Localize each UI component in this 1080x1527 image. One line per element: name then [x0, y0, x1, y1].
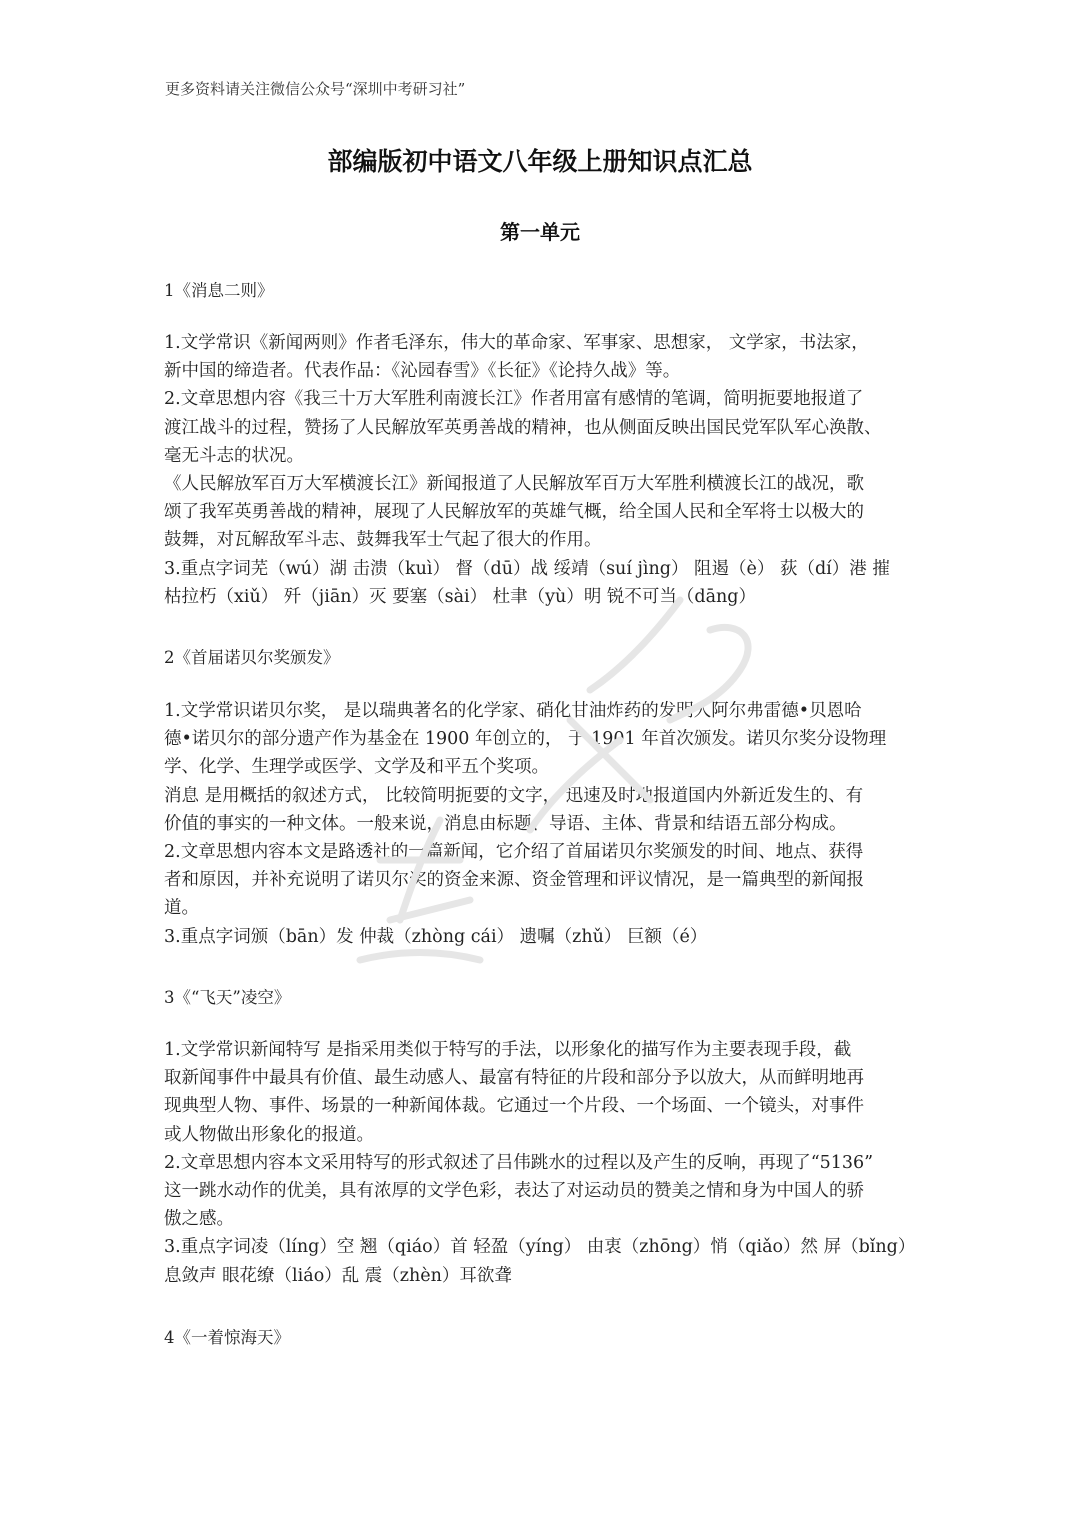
text-line: 学、化学、生理学或医学、文学及和平五个奖项。	[164, 757, 549, 778]
page-title: 部编版初中语文八年级上册知识点汇总	[327, 147, 753, 176]
text-line: 1.文学常识诺贝尔奖， 是以瑞典著名的化学家、硝化甘油炸药的发明人阿尔弗雷德•贝恩哈	[164, 701, 862, 721]
text-line: 2.文章思想内容本文采用特写的形式叙述了吕伟跳水的过程以及产生的反响，再现了“5136”	[164, 1152, 874, 1173]
text-line: 息敛声 眼花缭（liáo）乱 震（zhèn）耳欲聋	[164, 1265, 512, 1286]
text-line: 颂了我军英勇善战的精神，展现了人民解放军的英雄气概，给全国人民和全军将士以极大的	[164, 502, 864, 523]
text-line: 1.文学常识《新闻两则》作者毛泽东，伟大的革命家、军事家、思想家， 文学家，书法家，	[164, 333, 869, 353]
text-line: 毫无斗志的状况。	[164, 445, 304, 466]
text-line: 傲之感。	[164, 1209, 234, 1230]
text-line: 渡江战斗的过程，赞扬了人民解放军英勇善战的精神，也从侧面反映出国民党军队军心涣散、	[164, 417, 882, 438]
text-line: 者和原因，并补充说明了诺贝尔奖的资金来源、资金管理和评议情况，是一篇典型的新闻报	[164, 870, 864, 891]
text-line: 3.重点字词颁（bān）发 仲裁（zhòng cái） 遗嘱（zhǔ） 巨额（é）	[164, 926, 708, 947]
text-line: 鼓舞，对瓦解敌军斗志、鼓舞我军士气起了很大的作用。	[164, 530, 602, 551]
header-note: 更多资料请关注微信公众号“深圳中考研习社”	[165, 80, 466, 98]
text-line: 这一跳水动作的优美，具有浓厚的文学色彩，表达了对运动员的赞美之情和身为中国人的骄	[164, 1181, 864, 1202]
lesson-heading-3: 3《“飞天”凌空》	[164, 988, 291, 1007]
lesson-heading-4: 4《一着惊海天》	[164, 1328, 290, 1347]
text-line: 3.重点字词凌（líng）空 翘（qiáo）首 轻盈（yíng） 由衷（zhōng）悄（qiǎo）然 屏（bǐng）	[164, 1237, 916, 1258]
lesson-body-3	[164, 1036, 916, 1290]
text-line: 或人物做出形象化的报道。	[164, 1124, 374, 1145]
unit-title: 第一单元	[500, 220, 580, 244]
text-line: 2.文章思想内容《我三十万大军胜利南渡长江》作者用富有感情的笔调，简明扼要地报道了	[164, 389, 864, 410]
text-line: 德•诺贝尔的部分遗产作为基金在 1900 年创立的， 于 1901 年首次颁发。诺贝尔奖分设物理	[164, 729, 887, 750]
text-line: 3.重点字词芜（wú）湖 击溃（kuì） 督（dū）战 绥靖（suí jìng） 阻遏（è） 荻（dí）港 摧	[164, 558, 890, 579]
text-line: 道。	[164, 898, 199, 919]
text-line: 1.文学常识新闻特写 是指采用类似于特写的手法，以形象化的描写作为主要表现手段，截	[164, 1040, 852, 1060]
text-line: 取新闻事件中最具有价值、最生动感人、最富有特征的片段和部分予以放大，从而鲜明地再	[164, 1068, 864, 1089]
text-line: 消息 是用概括的叙述方式， 比较简明扼要的文字， 迅速及时地报道国内外新近发生的、有	[164, 785, 864, 806]
text-line: 2.文章思想内容本文是路透社的一篇新闻，它介绍了首届诺贝尔奖颁发的时间、地点、获得	[164, 842, 864, 863]
text-line: 现典型人物、事件、场景的一种新闻体裁。它通过一个片段、一个场面、一个镜头，对事件	[164, 1096, 864, 1117]
lesson-body-2	[164, 697, 916, 951]
lesson-heading-2: 2《首届诺贝尔奖颁发》	[164, 648, 340, 667]
text-line: 新中国的缔造者。代表作品：《沁园春雪》《长征》《论持久战》等。	[164, 361, 681, 382]
lesson-heading-1: 1《消息二则》	[164, 281, 274, 300]
text-line: 枯拉朽（xiǔ） 歼（jiān）灭 要塞（sài） 杜聿（yù）明 锐不可当（dāng）	[164, 586, 756, 607]
text-line: 《人民解放军百万大军横渡长江》新闻报道了人民解放军百万大军胜利横渡长江的战况，歌	[164, 474, 864, 495]
lesson-body-1	[164, 329, 916, 611]
text-line: 价值的事实的一种文体。一般来说，消息由标题、导语、主体、背景和结语五部分构成。	[164, 813, 847, 834]
